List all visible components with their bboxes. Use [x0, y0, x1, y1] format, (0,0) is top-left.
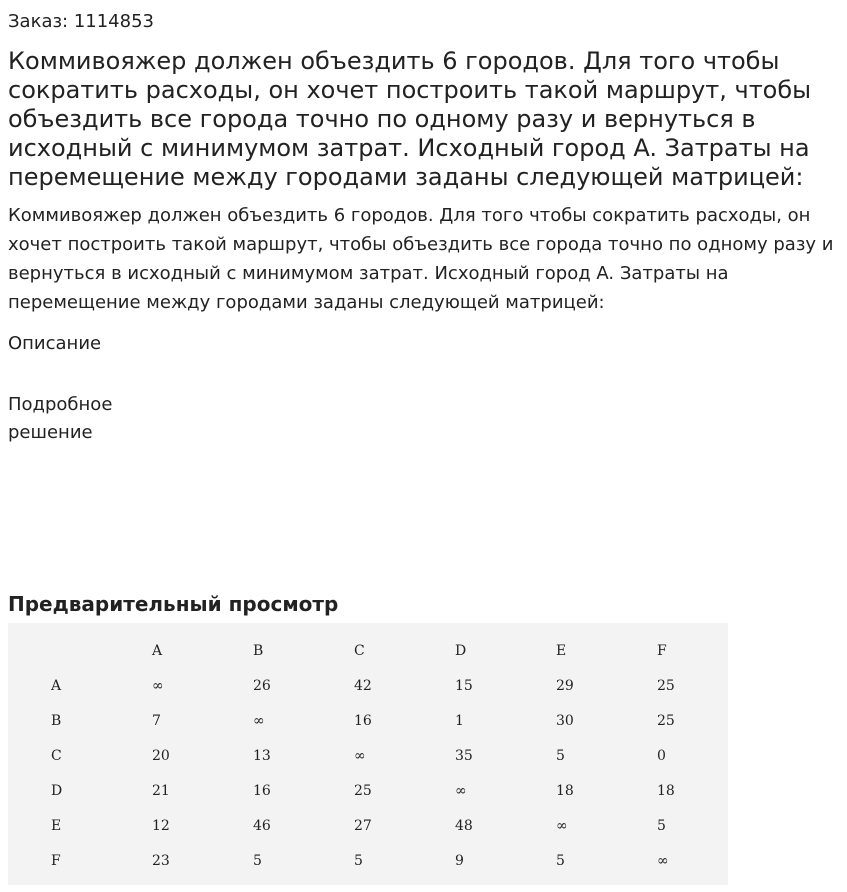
task-title: Коммивояжер должен объездить 6 городов. Для того чтобы сократить расходы, он хочет построить такой маршрут, чтобы объездить все города точно по одному разу и вернуться в исходный с минимумом затрат. Исходный город A. Затраты на перемещение между городами заданы следующей матрицей: [8, 47, 812, 191]
matrix-cell: 25 [354, 782, 372, 799]
matrix-cell: 13 [253, 747, 271, 764]
matrix-cell: 16 [354, 712, 372, 729]
matrix-row-label: D [51, 782, 63, 799]
matrix-cell: 5 [657, 817, 666, 834]
matrix-cell: 5 [556, 747, 565, 764]
matrix-cell: 21 [152, 782, 170, 799]
matrix-header-cell: E [556, 642, 567, 659]
matrix-cell: 5 [253, 852, 262, 869]
matrix-row [8, 703, 727, 738]
matrix-cell: 18 [556, 782, 574, 799]
matrix-cell: 20 [152, 747, 170, 764]
matrix-cell: 26 [253, 677, 271, 694]
matrix-row [8, 668, 727, 703]
matrix-row-label: B [51, 712, 62, 729]
matrix-cell: 18 [657, 782, 675, 799]
matrix-cell: 25 [657, 712, 675, 729]
matrix-header-row [8, 633, 727, 668]
matrix-cell: 5 [556, 852, 565, 869]
matrix-cell: 9 [455, 852, 464, 869]
preview-heading: Предварительный просмотр [8, 592, 339, 616]
matrix-cell: ∞ [152, 677, 164, 694]
matrix-cell: 12 [152, 817, 170, 834]
matrix-header-cell: B [253, 642, 264, 659]
matrix-row-label: A [51, 677, 62, 694]
matrix-header-cell: F [657, 642, 667, 659]
matrix-header-cell: D [455, 642, 467, 659]
matrix-cell: 23 [152, 852, 170, 869]
matrix-cell: 35 [455, 747, 473, 764]
matrix-cell: 15 [455, 677, 473, 694]
matrix-cell: 42 [354, 677, 372, 694]
matrix-cell: 0 [657, 747, 666, 764]
preview-panel [8, 623, 728, 885]
matrix-row-label: E [51, 817, 62, 834]
matrix-cell: 30 [556, 712, 574, 729]
matrix-cell: ∞ [657, 852, 669, 869]
matrix-cell: 48 [455, 817, 473, 834]
matrix-cell: ∞ [354, 747, 366, 764]
matrix-cell: ∞ [556, 817, 568, 834]
matrix-header-cell [8, 633, 152, 668]
matrix-cell: 16 [253, 782, 271, 799]
matrix-cell: ∞ [253, 712, 265, 729]
order-number: Заказ: 1114853 [8, 11, 154, 32]
matrix-cell: 29 [556, 677, 574, 694]
matrix-cell: 5 [354, 852, 363, 869]
solution-label[interactable]: Подробное решение [8, 394, 113, 443]
matrix-cell: 25 [657, 677, 675, 694]
description-label[interactable]: Описание [8, 333, 102, 354]
matrix-cell: 1 [455, 712, 464, 729]
matrix-cell: ∞ [455, 782, 467, 799]
matrix-header-cell: A [152, 642, 163, 659]
cost-matrix-table [8, 633, 727, 878]
matrix-row-label: F [51, 852, 61, 869]
matrix-row-label: C [51, 747, 62, 764]
matrix-cell: 7 [152, 712, 161, 729]
task-description: Коммивояжер должен объездить 6 городов. Для того чтобы сократить расходы, он хочет построить такой маршрут, чтобы объездить все города точно по одному разу и вернуться в исходный с минимумом затрат. Исходный город A. Затраты на перемещение между городами заданы следующей матрицей: [8, 205, 834, 313]
matrix-header-cell: C [354, 642, 365, 659]
matrix-row [8, 773, 727, 808]
matrix-row [8, 843, 727, 878]
matrix-row [8, 808, 727, 843]
matrix-cell: 27 [354, 817, 372, 834]
matrix-cell: 46 [253, 817, 271, 834]
matrix-row [8, 738, 727, 773]
